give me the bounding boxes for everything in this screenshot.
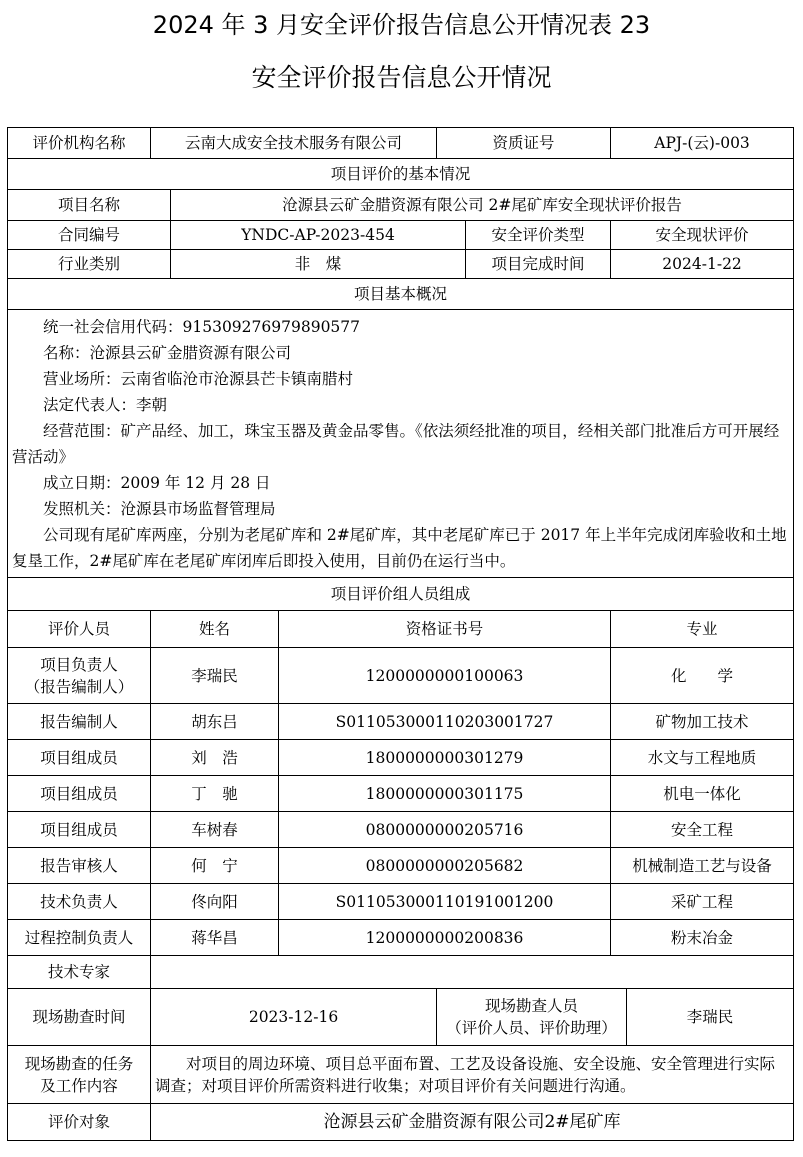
site-work-label: 现场勘查的任务 及工作内容 <box>8 1046 151 1104</box>
team-row <box>8 704 794 740</box>
team-col-cert: 资格证书号 <box>279 611 611 648</box>
team-cert: 1800000000301175 <box>279 776 611 812</box>
team-row <box>8 920 794 956</box>
team-role: 技术负责人 <box>8 884 151 920</box>
team-column-headers <box>8 611 794 648</box>
team-cert: 0800000000205682 <box>279 848 611 884</box>
target-row <box>8 1104 794 1141</box>
page-subtitle: 安全评价报告信息公开情况 <box>251 63 552 92</box>
team-role: 项目组成员 <box>8 812 151 848</box>
team-cert: 1200000000200836 <box>279 920 611 956</box>
industry-value: 非 煤 <box>171 250 466 279</box>
team-section-header: 项目评价组人员组成 <box>8 578 794 611</box>
team-name: 胡东吕 <box>151 704 279 740</box>
overview-line-legal-rep: 法定代表人：李朝 <box>43 395 168 414</box>
team-role: 报告编制人 <box>8 704 151 740</box>
team-major: 水文与工程地质 <box>611 740 794 776</box>
team-role: 报告审核人 <box>8 848 151 884</box>
contract-label: 合同编号 <box>8 221 171 250</box>
project-name-value: 沧源县云矿金腊资源有限公司 2#尾矿库安全现状评价报告 <box>171 190 794 221</box>
cert-value: APJ-(云)-003 <box>611 128 794 159</box>
overview-line-established: 成立日期：2009 年 12 月 28 日 <box>43 473 271 492</box>
page-title: 2024 年 3 月安全评价报告信息公开情况表 23 <box>152 11 651 39</box>
team-cert: 0800000000205716 <box>279 812 611 848</box>
team-col-major: 专业 <box>611 611 794 648</box>
complete-time-label: 项目完成时间 <box>466 250 611 279</box>
contract-value: YNDC-AP-2023-454 <box>171 221 466 250</box>
team-major: 机电一体化 <box>611 776 794 812</box>
team-name: 丁 驰 <box>151 776 279 812</box>
team-cert: 1200000000100063 <box>279 648 611 704</box>
team-col-name: 姓名 <box>151 611 279 648</box>
org-row <box>8 128 794 159</box>
eval-type-value: 安全现状评价 <box>611 221 794 250</box>
site-time-label: 现场勘查时间 <box>8 989 151 1046</box>
team-cert: S011053000110203001727 <box>279 704 611 740</box>
team-major: 化 学 <box>611 648 794 704</box>
team-col-role: 评价人员 <box>8 611 151 648</box>
team-name: 车树春 <box>151 812 279 848</box>
team-row <box>8 848 794 884</box>
overview-line-scope: 经营范围：矿产品经、加工，珠宝玉器及黄金品零售。《依法须经批准的项目，经相关部门批准后方可开展经营活动》 <box>12 421 780 466</box>
basic-section-header: 项目评价的基本情况 <box>8 159 794 190</box>
team-cert: S011053000110191001200 <box>279 884 611 920</box>
team-role: 项目负责人 （报告编制人） <box>8 648 151 704</box>
overview-section-header: 项目基本概况 <box>8 279 794 310</box>
site-work-value: 对项目的周边环境、项目总平面布置、工艺及设备设施、安全设施、安全管理进行实际调查；对项目评价所需资料进行收集；对项目评价有关问题进行沟通。 <box>151 1046 794 1104</box>
cert-label: 资质证号 <box>437 128 611 159</box>
site-staff-value: 李瑞民 <box>627 989 794 1046</box>
team-major: 粉末冶金 <box>611 920 794 956</box>
team-cert: 1800000000301279 <box>279 740 611 776</box>
industry-label: 行业类别 <box>8 250 171 279</box>
team-role: 项目组成员 <box>8 776 151 812</box>
team-name: 刘 浩 <box>151 740 279 776</box>
expert-value <box>151 956 794 989</box>
team-major: 机械制造工艺与设备 <box>611 848 794 884</box>
team-row <box>8 884 794 920</box>
team-role: 项目组成员 <box>8 740 151 776</box>
team-major: 采矿工程 <box>611 884 794 920</box>
team-role: 过程控制负责人 <box>8 920 151 956</box>
team-name: 佟向阳 <box>151 884 279 920</box>
team-row <box>8 740 794 776</box>
target-label: 评价对象 <box>8 1104 151 1141</box>
overview-line-description: 公司现有尾矿库两座，分别为老尾矿库和 2#尾矿库，其中老尾矿库已于 2017 年上半年完成闭库验收和土地复垦工作，2#尾矿库在老尾矿库闭库后即投入使用，目前仍在运行当中。 <box>12 525 787 570</box>
team-major: 安全工程 <box>611 812 794 848</box>
org-value: 云南大成安全技术服务有限公司 <box>151 128 437 159</box>
overview-line-address: 营业场所：云南省临沧市沧源县芒卡镇南腊村 <box>43 369 354 388</box>
team-row <box>8 776 794 812</box>
site-time-value: 2023-12-16 <box>151 989 437 1046</box>
project-name-label: 项目名称 <box>8 190 171 221</box>
overview-line-name: 名称：沧源县云矿金腊资源有限公司 <box>43 343 292 362</box>
site-time-row <box>8 989 794 1046</box>
org-label: 评价机构名称 <box>8 128 151 159</box>
team-row <box>8 812 794 848</box>
expert-label: 技术专家 <box>8 956 151 989</box>
team-major: 矿物加工技术 <box>611 704 794 740</box>
overview-line-credit-code: 统一社会信用代码：915309276979890577 <box>43 317 361 336</box>
complete-time-value: 2024-1-22 <box>611 250 794 279</box>
target-value: 沧源县云矿金腊资源有限公司2#尾矿库 <box>151 1104 794 1141</box>
disclosure-table <box>7 127 794 1141</box>
site-staff-label: 现场勘查人员 （评价人员、评价助理） <box>437 989 627 1046</box>
overview-body <box>8 310 794 578</box>
overview-line-authority: 发照机关：沧源县市场监督管理局 <box>43 499 276 518</box>
expert-row <box>8 956 794 989</box>
team-name: 李瑞民 <box>151 648 279 704</box>
eval-type-label: 安全评价类型 <box>466 221 611 250</box>
team-name: 蒋华昌 <box>151 920 279 956</box>
team-row <box>8 648 794 704</box>
team-name: 何 宁 <box>151 848 279 884</box>
site-work-row <box>8 1046 794 1104</box>
